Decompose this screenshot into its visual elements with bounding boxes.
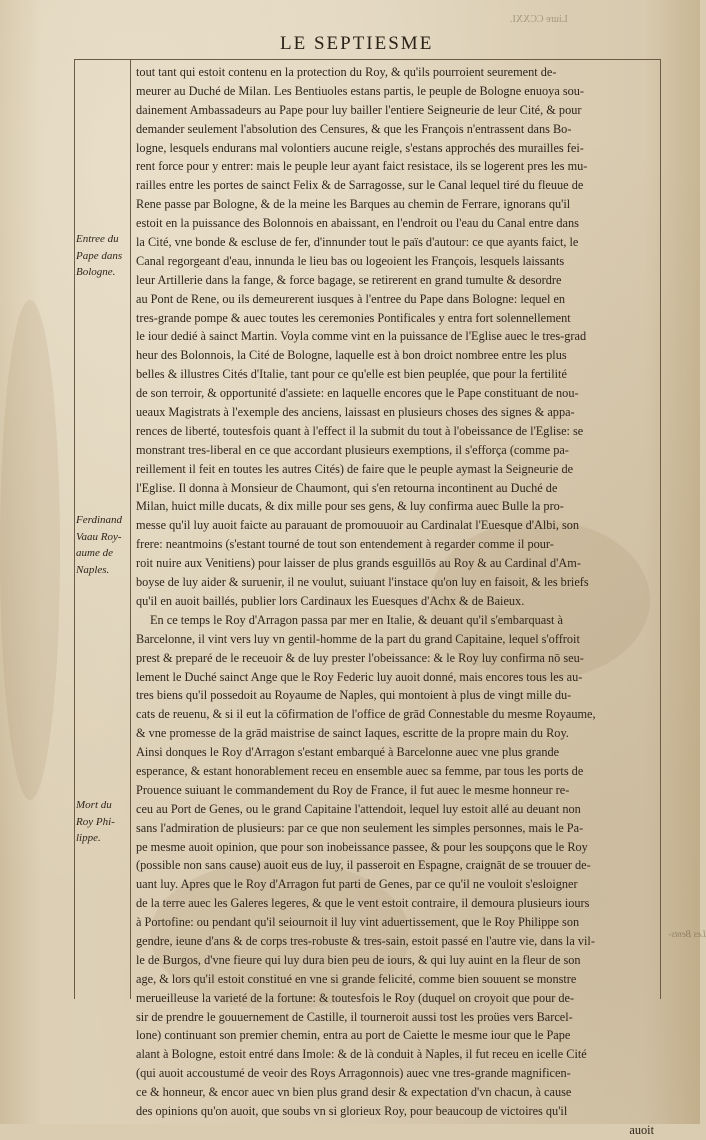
margin-note-mort-philippe xyxy=(76,797,130,847)
text-line: logne, lesquels endurans mal volontiers aucune reigle, s'estans approchés des murailles fei- xyxy=(136,140,584,155)
text-line: Rene passe par Bologne, & de la meine les Barques au chemin de Ferrare, ignorans qu'il xyxy=(136,197,571,212)
text-line: tres biens qu'il possedoit au Royaume de Naples, qui montoient à plus de vingt mille du- xyxy=(136,688,572,703)
text-line: ceu au Port de Genes, ou le grand Capitaine l'attendoit, lequel luy estoit allé au deuant non xyxy=(136,801,581,816)
text-line: demander seulement l'absolution des Censures, & que les François n'entrassent dans Bo- xyxy=(136,121,572,136)
text-line: (possible non sans cause) auoit eus de luy, il passeroit en Espagne, craignāt de se trouuer de- xyxy=(136,858,591,873)
text-line: roit nuire aux Venitiens) pour laisser de plus grands esguillōs au Roy & au Cardinal d'Am- xyxy=(136,556,581,571)
margin-note-line: Naples. xyxy=(76,563,110,576)
text-line: lement le Duché sainct Ange que le Roy Federic luy auoit donné, mais encores tous les au- xyxy=(136,669,583,684)
text-line: estoit en la puissance des Bolonnois en abaissant, en l'endroit ou l'eau du Canal entre dans xyxy=(136,216,579,231)
text-line: leur Artillerie dans la fange, & force bagage, se retirerent en grand tumulte & desordre xyxy=(136,272,562,287)
text-line: Canal regorgeant d'eau, innunda le lieu bas ou logeoient les François, lesquels laissants xyxy=(136,253,565,268)
inner-margin-rule xyxy=(130,59,131,999)
margin-note-line: Roy Phi- xyxy=(76,815,115,828)
text-line: heur des Bolonnois, la Cité de Bologne, laquelle est à bon droict nombree entre les plus xyxy=(136,348,567,363)
text-line: esperance, & estant honorablement receu en ensemble auec sa femme, par tous les ports de xyxy=(136,763,584,778)
text-line: gendre, ieune d'ans & de corps tres-robuste & tres-sain, estoit passé en l'autre vie, dans la vil- xyxy=(136,933,595,948)
text-line: qu'il en auoit baillés, publier lors Cardinaux les Euesques d'Achx & de Baieux. xyxy=(136,593,525,608)
text-line: frere: neantmoins (s'estant tourné de tout son entendement à regarder comme il pour- xyxy=(136,537,554,552)
text-line: sir de prendre le gouuernement de Castille, il tourneroit aussi tost les proües vers Barcel- xyxy=(136,1009,573,1024)
text-line: prest & preparé de le receuoir & de luy prester l'obeissance: & le Roy luy confirma nō seu- xyxy=(136,650,584,665)
text-line: merueilleuse la varieté de la fortune: & toutesfois le Roy (duquel on croyoit que pour de- xyxy=(136,990,575,1005)
text-line: l'Eglise. Il donna à Monsieur de Chaumont, qui s'en retourna incontinent au Duché de xyxy=(136,480,558,495)
text-line: dainement Ambassadeurs au Pape pour luy bailler l'entiere Seigneurie de leur Cité, & pour xyxy=(136,102,582,117)
text-line: Prouence suiuant le commandement du Roy de France, il fut auec le mesme honneur re- xyxy=(136,782,570,797)
text-line: à Portofine: ou pendant qu'il seiournoit il luy vint aduertissement, que le Roy Philippe son xyxy=(136,915,580,930)
margin-note-line: lippe. xyxy=(76,832,101,844)
text-line: Milan, huict mille ducats, & dix mille pour ses gens, & luy confirma auec Bulle la pro- xyxy=(136,499,564,514)
outer-margin-rule xyxy=(74,59,75,999)
text-line: Ainsi donques le Roy d'Arragon s'estant embarqué à Barcelonne auec vne plus grande xyxy=(136,745,560,760)
margin-note-entree-pape xyxy=(76,231,130,281)
ghost-note-line: Les Bents- xyxy=(668,929,706,939)
text-line: railles entre les portes de sainct Felix & de Sarragosse, sur le Canal lequel tiré du fleuue de xyxy=(136,178,584,193)
text-line: rent force pour y entrer: mais le peuple leur ayant faict resistace, ils se logerent pres les mu- xyxy=(136,159,588,174)
text-line: lone) continuant son premier chemin, entra au port de Caiette le mesme iour que le Pape xyxy=(136,1028,571,1043)
text-line: tres-grande pompe & auec toutes les ceremonies Pontificales y entra fort solennellement xyxy=(136,310,571,325)
margin-note-line: Ferdinand xyxy=(76,514,123,526)
margin-note-line: aume de xyxy=(76,547,113,559)
text-line: ueaux Magistrats à l'exemple des anciens, laissast en plusieurs choses des signes & appa- xyxy=(136,405,575,420)
margin-note-line: Entree du xyxy=(76,233,119,245)
top-rule xyxy=(74,59,660,60)
text-line: Barcelonne, il vint vers luy vn gentil-homme de la part du grand Capitaine, lequel s'offroit xyxy=(136,631,580,646)
margin-note-ferdinand xyxy=(76,512,130,578)
margin-note-line: Vaau Roy- xyxy=(76,530,122,543)
text-line: la Cité, vne bonde & escluse de fer, d'innunder tout le païs d'autour: ce que ayants faict, le xyxy=(136,235,579,250)
text-line: le de Burgos, d'vne fieure qui luy dura bien peu de iours, & qui luy auint en la fleur de son xyxy=(136,952,581,967)
text-line: meurer au Duché de Milan. Les Bentiuoles estans partis, le peuple de Bologne enuoya sou- xyxy=(136,83,585,98)
text-line: age, & lors qu'il estoit constitué en vne si grande felicité, comme bien souuent se monstre xyxy=(136,971,577,986)
text-line: En ce temps le Roy d'Arragon passa par mer en Italie, & deuant qu'il s'embarquast à xyxy=(150,612,563,627)
text-line: des opinions qu'on auoit, que soubs vn si glorieux Roy, pour beaucoup de victoires qu'il xyxy=(136,1103,568,1118)
text-line: reillement il feit en toutes les autres Cités) de faire que le peuple aymast la Seigneurie de xyxy=(136,461,574,476)
text-line: belles & illustres Cités d'Italie, tant pour ce qu'elle est bien peuplée, que pour la fertilité xyxy=(136,367,567,382)
text-line: & vne promesse de la grād maistrise de sainct Iaques, escritte de la propre main du Roy. xyxy=(136,726,569,741)
text-line: (qui auoit accoustumé de veoir des Roys Arragonnois) auec vne tres-grande magnificen- xyxy=(136,1066,571,1081)
paper-stain xyxy=(0,300,60,800)
text-line: monstrant tres-liberal en ce que accordant plusieurs exemptions, il s'efforça (comme pa- xyxy=(136,442,569,457)
body-text xyxy=(136,63,656,1140)
text-line: cats de reuenu, & si il eut la cōfirmation de l'office de grād Connestable du mesme Royaume, xyxy=(136,707,596,722)
text-line: ce & honneur, & encor auec vn bien plus grand desir & expectation d'vn chacun, à cause xyxy=(136,1085,572,1100)
text-line: tout tant qui estoit contenu en la protection du Roy, & qu'ils pourroient seurement de- xyxy=(136,65,557,79)
text-line: rences de liberté, toutesfois quant à l'effect il la submit du tout à l'obeissance de l'Eglise: se xyxy=(136,423,584,438)
text-line: boyse de luy aider & suruenir, il ne voulut, suiuant l'instace qu'on luy en faisoit, & les briefs xyxy=(136,575,589,590)
margin-note-line: Bologne. xyxy=(76,266,116,278)
text-line: uant luy. Apres que le Roy d'Arragon fut parti de Genes, par ce qu'il ne vouloit s'esloigner xyxy=(136,877,578,892)
running-head: LE SEPTIESME xyxy=(280,33,434,54)
show-through-note xyxy=(666,928,706,941)
text-line: le iour dedié à sainct Martin. Voyla comme vint en la puissance de l'Eglise auec le tres-grad xyxy=(136,329,587,344)
text-line: de la terre auec les Galeres legeres, & que le vent estoit contraire, il demoura plusieurs iours xyxy=(136,896,590,911)
show-through-folio: Liure CCXXI. xyxy=(510,14,568,25)
margin-note-line: Mort du xyxy=(76,799,112,811)
text-line: au Pont de Rene, ou ils demeurerent iusques à l'entree du Pape dans Bologne: lequel en xyxy=(136,291,566,306)
text-line: messe qu'il luy auoit faicte au parauant de promouuoir au Cardinalat l'Euesque d'Albi, son xyxy=(136,518,580,533)
margin-note-line: Pape dans xyxy=(76,249,123,262)
text-line: de son terroir, & opportunité d'assiete: en laquelle encores que le Pape constituant de nou- xyxy=(136,386,579,401)
text-line: pe mesme auoit opinion, que pour son inobeissance passee, & pour les soupçons que le Roy xyxy=(136,839,588,854)
right-margin-rule xyxy=(660,59,661,999)
text-line: sans l'admiration de plusieurs: par ce que non seulement les simples personnes, mais le Pa- xyxy=(136,820,584,835)
text-line: alant à Bologne, estoit entré dans Imole: & de là conduit à Naples, il fut receu en icelle Cité xyxy=(136,1047,587,1062)
text-line: auoit xyxy=(629,1122,654,1137)
